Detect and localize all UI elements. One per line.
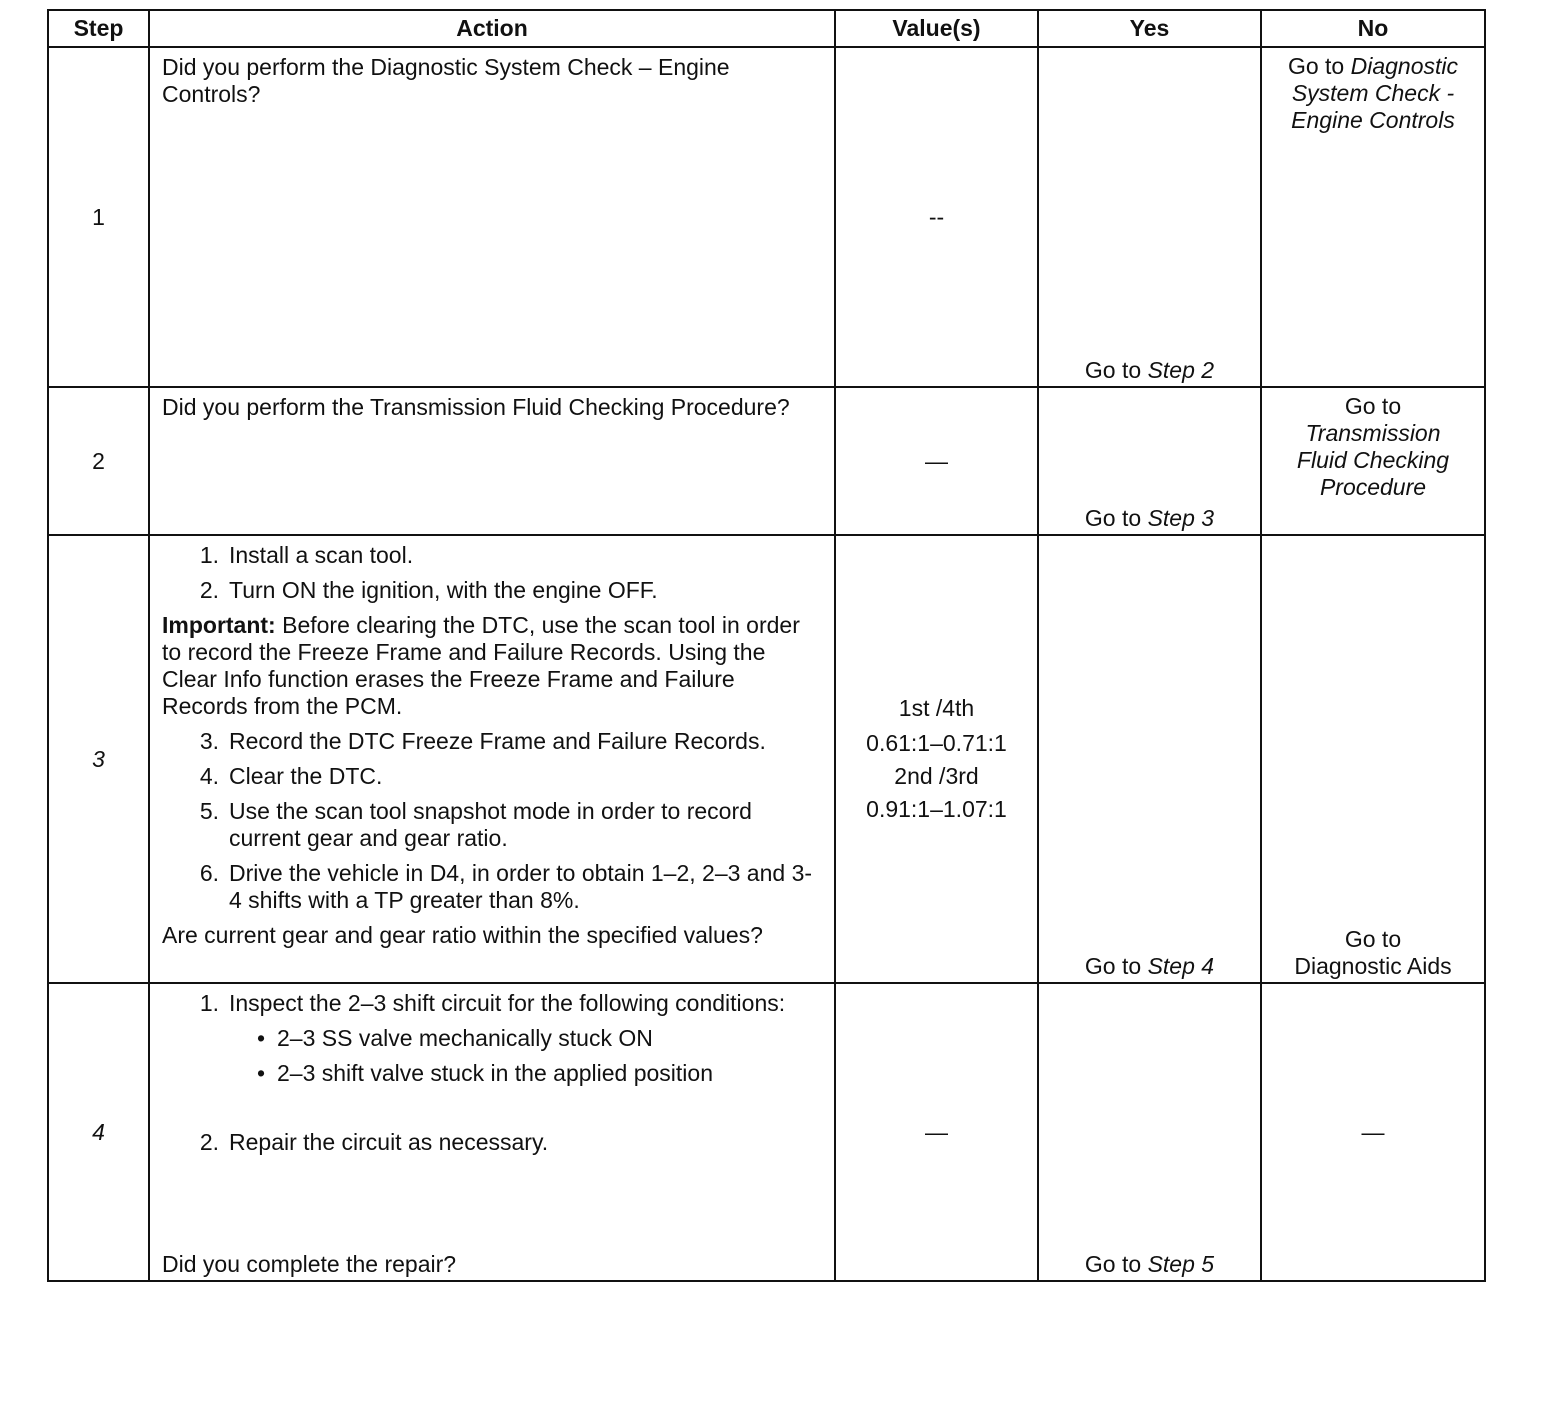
value-cell: — bbox=[835, 387, 1038, 535]
yes-prefix: Go to bbox=[1084, 953, 1142, 979]
no-cell: — bbox=[1261, 983, 1485, 1281]
yes-cell bbox=[1038, 47, 1261, 387]
important-text: Before clearing the DTC, use the scan tool in order to record the Freeze Frame and Failure Records. Using the Clear Info function erases the Freeze Frame and Failure Records from the PCM. bbox=[162, 612, 800, 719]
no-cell bbox=[1261, 535, 1485, 983]
action-list-b bbox=[162, 728, 822, 914]
no-prefix: Go to bbox=[1287, 53, 1345, 79]
step-number: 2 bbox=[48, 387, 149, 535]
no-prefix: Go to bbox=[1344, 393, 1402, 419]
yes-ref: Step 2 bbox=[1147, 357, 1215, 383]
header-no: No bbox=[1261, 10, 1485, 47]
yes-prefix: Go to bbox=[1084, 1251, 1142, 1277]
bullet-item: • 2–3 shift valve stuck in the applied position bbox=[256, 1060, 713, 1086]
step-number: 1 bbox=[48, 47, 149, 387]
bullet-list bbox=[229, 1025, 822, 1087]
no-ref: Diagnostic System Check - Engine Controls bbox=[1291, 53, 1459, 133]
value-line: 2nd /3rd bbox=[894, 763, 979, 789]
action-cell bbox=[149, 983, 835, 1281]
table-row bbox=[48, 983, 1485, 1281]
action-cell bbox=[149, 535, 835, 983]
no-ref: Transmission Fluid Checking Procedure bbox=[1296, 420, 1450, 500]
header-step: Step bbox=[48, 10, 149, 47]
important-label: Important: bbox=[162, 612, 276, 638]
step-number: 4 bbox=[48, 983, 149, 1281]
list-item: 1. Install a scan tool. bbox=[199, 542, 414, 568]
no-cell bbox=[1261, 47, 1485, 387]
step-number: 3 bbox=[48, 535, 149, 983]
value-cell: — bbox=[835, 983, 1038, 1281]
action-cell bbox=[149, 387, 835, 535]
yes-cell bbox=[1038, 535, 1261, 983]
header-values: Value(s) bbox=[835, 10, 1038, 47]
header-yes: Yes bbox=[1038, 10, 1261, 47]
action-question: Did you perform the Transmission Fluid Checking Procedure? bbox=[162, 394, 790, 420]
table-row bbox=[48, 387, 1485, 535]
table-row bbox=[48, 47, 1485, 387]
header-action: Action bbox=[149, 10, 835, 47]
yes-cell bbox=[1038, 983, 1261, 1281]
list-item: 6. Drive the vehicle in D4, in order to obtain 1–2, 2–3 and 3-4 shifts with a TP greater than 8%. bbox=[199, 860, 813, 913]
list-item: 5. Use the scan tool snapshot mode in order to record current gear and gear ratio. bbox=[199, 798, 752, 851]
action-question: Are current gear and gear ratio within the specified values? bbox=[162, 922, 763, 948]
value-line: 0.61:1–0.71:1 bbox=[866, 730, 1007, 756]
list-item: 4. Clear the DTC. bbox=[199, 763, 383, 789]
yes-ref: Step 5 bbox=[1147, 1251, 1215, 1277]
action-question: Did you perform the Diagnostic System Check – Engine Controls? bbox=[162, 54, 730, 107]
table-row bbox=[48, 535, 1485, 983]
yes-prefix: Go to bbox=[1084, 357, 1142, 383]
value-line: 0.91:1–1.07:1 bbox=[866, 796, 1007, 822]
action-question: Did you complete the repair? bbox=[162, 1251, 457, 1277]
no-cell bbox=[1261, 387, 1485, 535]
action-list bbox=[162, 990, 822, 1156]
action-list-a bbox=[162, 542, 822, 604]
yes-cell bbox=[1038, 387, 1261, 535]
diagnostic-table bbox=[47, 9, 1486, 1282]
list-item: 3. Record the DTC Freeze Frame and Failure Records. bbox=[199, 728, 766, 754]
no-line1: Go to bbox=[1344, 926, 1402, 952]
important-note bbox=[162, 612, 822, 720]
value-line: 1st /4th bbox=[898, 695, 975, 721]
action-cell bbox=[149, 47, 835, 387]
yes-prefix: Go to bbox=[1084, 505, 1142, 531]
list-item: 1. Inspect the 2–3 shift circuit for the following conditions: • 2–3 SS valve mechanically stuck ON • 2–3 shift valve stuck in the applied position bbox=[162, 990, 822, 1095]
value-cell: -- bbox=[835, 47, 1038, 387]
value-cell bbox=[835, 535, 1038, 983]
yes-ref: Step 4 bbox=[1147, 953, 1215, 979]
no-line2: Diagnostic Aids bbox=[1294, 953, 1452, 979]
list-item: 2. Repair the circuit as necessary. bbox=[199, 1129, 549, 1155]
list-item: 2. Turn ON the ignition, with the engine OFF. bbox=[199, 577, 658, 603]
header-row bbox=[48, 10, 1485, 47]
bullet-item: • 2–3 SS valve mechanically stuck ON bbox=[256, 1025, 653, 1051]
yes-ref: Step 3 bbox=[1147, 505, 1215, 531]
